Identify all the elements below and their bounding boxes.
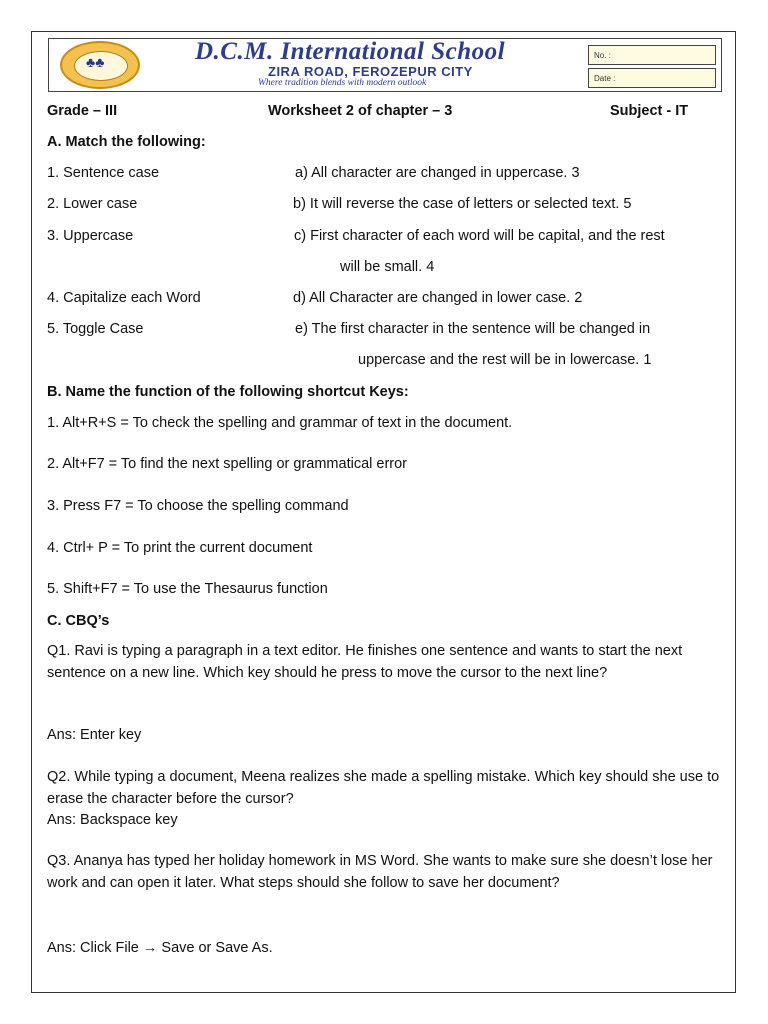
match-left-5: 5. Toggle Case xyxy=(47,321,144,337)
match-right-2: b) It will reverse the case of letters or selected text. 5 xyxy=(293,196,632,212)
worksheet-label: Worksheet 2 of chapter – 3 xyxy=(268,103,453,119)
answer-2: Ans: Backspace key xyxy=(47,812,178,828)
match-left-4: 4. Capitalize each Word xyxy=(47,290,201,306)
grade-label: Grade – III xyxy=(47,103,118,119)
match-right-4: d) All Character are changed in lower case. 2 xyxy=(293,290,583,306)
shortcut-item: 2. Alt+F7 = To find the next spelling or grammatical error xyxy=(47,456,407,472)
match-right-5-cont: uppercase and the rest will be in lowercase. 1 xyxy=(358,352,652,368)
shortcut-item: 1. Alt+R+S = To check the spelling and grammar of text in the document. xyxy=(47,415,513,431)
match-right-5: e) The first character in the sentence will be changed in xyxy=(295,321,651,337)
number-field[interactable]: No. : xyxy=(588,45,716,65)
shortcut-item: 5. Shift+F7 = To use the Thesaurus function xyxy=(47,581,328,597)
match-right-1: a) All character are changed in uppercase. 3 xyxy=(295,165,580,181)
answer-1: Ans: Enter key xyxy=(47,727,142,743)
match-left-2: 2. Lower case xyxy=(47,196,138,212)
answer-3: Ans: Click File → Save or Save As. xyxy=(47,940,273,956)
section-b-heading: B. Name the function of the following shortcut Keys: xyxy=(47,384,409,400)
match-left-3: 3. Uppercase xyxy=(47,228,134,244)
match-right-3-cont: will be small. 4 xyxy=(340,259,435,275)
subject-label: Subject - IT xyxy=(610,103,689,119)
match-left-1: 1. Sentence case xyxy=(47,165,160,181)
section-a-heading: A. Match the following: xyxy=(47,134,206,150)
section-c-heading: C. CBQ’s xyxy=(47,613,110,629)
question-2: Q2. While typing a document, Meena realizes she made a spelling mistake. Which key should she use to erase the character before the cursor? xyxy=(47,769,720,807)
school-name: D.C.M. International School xyxy=(195,38,506,65)
shortcut-item: 4. Ctrl+ P = To print the current document xyxy=(47,540,313,556)
school-address: ZIRA ROAD, FEROZEPUR CITY xyxy=(268,64,473,79)
school-logo xyxy=(60,41,140,89)
question-1: Q1. Ravi is typing a paragraph in a text editor. He finishes one sentence and wants to start the next sentence on a new line. Which key should he press to move the cursor to the next line? xyxy=(47,643,683,681)
date-field[interactable]: Date : xyxy=(588,68,716,88)
question-3: Q3. Ananya has typed her holiday homework in MS Word. She wants to make sure she doesn’t lose her work and can open it later. What steps should she follow to save her document? xyxy=(47,853,713,891)
people-icon: ♣♣ xyxy=(86,54,105,70)
school-tagline: Where tradition blends with modern outlook xyxy=(258,78,427,88)
match-right-3: c) First character of each word will be capital, and the rest xyxy=(294,228,665,244)
shortcut-item: 3. Press F7 = To choose the spelling command xyxy=(47,498,349,514)
